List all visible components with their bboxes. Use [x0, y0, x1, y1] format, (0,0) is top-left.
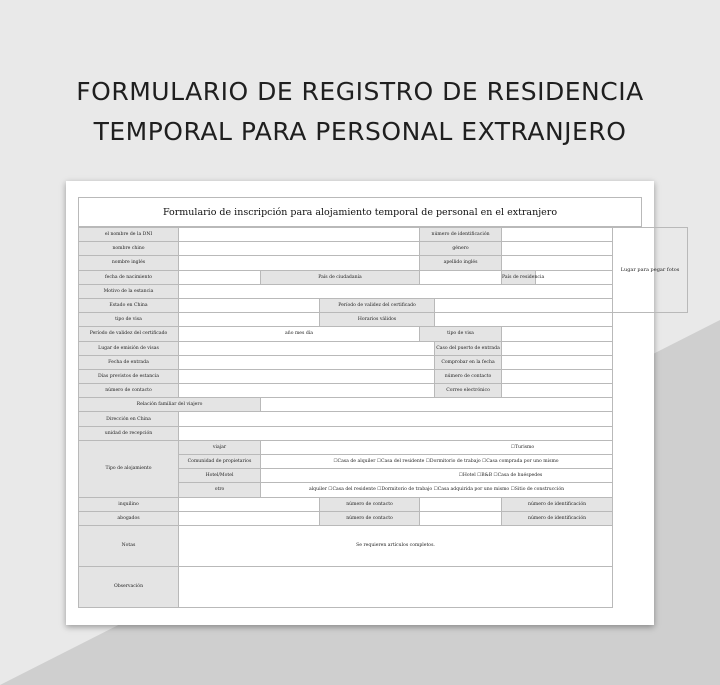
reception-unit-label: unidad de recepción [79, 426, 179, 440]
id-number-label: número de identificación [420, 228, 502, 242]
photo-placeholder[interactable] [612, 227, 688, 313]
travel-options[interactable]: ☐Turismo [261, 440, 613, 454]
notes-field[interactable]: Se requieren artículos completos. [179, 525, 613, 566]
notes-label: Notas [79, 525, 179, 566]
china-address-label: Dirección en China [79, 412, 179, 426]
table-row [79, 341, 613, 355]
dni-name-label: el nombre de la DNI [79, 228, 179, 242]
owners-community-label: Comunidad de propietarios [179, 455, 261, 469]
observation-field[interactable] [179, 566, 613, 607]
observation-label: Observación [79, 566, 179, 607]
email-field[interactable] [502, 384, 613, 398]
travel-label: viajar [179, 440, 261, 454]
hotel-motel-label: Hotel/Motel [179, 469, 261, 483]
planned-stay-days-label: Días previstos de estancia [79, 369, 179, 383]
residence-country-field[interactable] [536, 270, 613, 284]
table-row [79, 525, 613, 566]
page-title [0, 72, 720, 152]
page-title-line-1: FORMULARIO DE REGISTRO DE RESIDENCIA [76, 77, 644, 106]
table-row [79, 566, 613, 607]
stay-reason-label: Motivo de la estancia [79, 284, 179, 298]
traveler-relation-field[interactable] [261, 398, 613, 412]
table-row [79, 497, 613, 511]
id-number-3-label: número de identificación [502, 497, 613, 511]
visa-issue-place-label: Lugar de emisión de visas [79, 341, 179, 355]
gender-label: género [420, 242, 502, 256]
lawyers-field[interactable] [179, 511, 320, 525]
table-row [79, 412, 613, 426]
cert-validity-label: Período de validez del certificado [320, 298, 435, 312]
visa-issue-place-field[interactable] [179, 341, 435, 355]
visa-type-2-field[interactable] [502, 327, 613, 341]
owners-community-options[interactable]: ☐Casa de alquiler ☐Casa del residente ☐Dormitorio de trabajo ☐Casa comprada por uno mismo [261, 455, 613, 469]
reception-unit-field[interactable] [179, 426, 613, 440]
table-row [79, 327, 613, 341]
birth-date-field[interactable] [179, 270, 261, 284]
table-row [79, 511, 613, 525]
contact-number-4-field[interactable] [420, 511, 502, 525]
stay-reason-field[interactable] [179, 284, 613, 298]
table-row [79, 426, 613, 440]
entry-port-label: Caso del puerto de entrada [435, 341, 502, 355]
others-label: otro [179, 483, 261, 497]
hotel-motel-options[interactable]: ☐Hotel ☐B&B ☐Casa de huéspedes [261, 469, 613, 483]
citizenship-country-label: País de ciudadanía [261, 270, 420, 284]
table-row [79, 242, 613, 256]
form-sheet [66, 181, 680, 625]
citizenship-country-field[interactable] [420, 270, 502, 284]
residence-country-label: País de residencia [502, 270, 536, 284]
english-surname-field[interactable] [502, 256, 613, 270]
contact-number-4-label: número de contacto [320, 511, 420, 525]
email-label: Correo electrónico [435, 384, 502, 398]
table-row [79, 440, 613, 454]
registration-form-table [78, 227, 613, 608]
table-row [79, 284, 613, 298]
cert-validity-2-label: Período de validez del certificado [79, 327, 179, 341]
planned-stay-days-field[interactable] [179, 369, 435, 383]
table-row [79, 369, 613, 383]
gender-field[interactable] [502, 242, 613, 256]
table-row [79, 313, 613, 327]
chinese-name-label: nombre chino [79, 242, 179, 256]
chinese-name-field[interactable] [179, 242, 420, 256]
table-row [79, 384, 613, 398]
entry-port-field[interactable] [502, 341, 613, 355]
lawyers-label: abogados [79, 511, 179, 525]
contact-number-label: número de contacto [79, 384, 179, 398]
contact-number-3-label: número de contacto [320, 497, 420, 511]
contact-number-field[interactable] [179, 384, 435, 398]
contact-number-2-field[interactable] [502, 369, 613, 383]
china-address-field[interactable] [179, 412, 613, 426]
page-title-line-2: TEMPORAL PARA PERSONAL EXTRANJERO [93, 117, 627, 146]
form-title: Formulario de inscripción para alojamiento temporal de personal en el extranjero [78, 197, 642, 227]
visa-type-label: tipo de visa [79, 313, 179, 327]
id-number-field[interactable] [502, 228, 613, 242]
dni-name-field[interactable] [179, 228, 420, 242]
status-in-china-label: Estado en China [79, 298, 179, 312]
entry-date-label: Fecha de entrada [79, 355, 179, 369]
table-row [79, 270, 613, 284]
valid-times-field[interactable] [435, 313, 613, 327]
table-row [79, 298, 613, 312]
check-date-label: Comprobar en la fecha [435, 355, 502, 369]
others-options[interactable]: alquiler ☐Casa del residente ☐Dormitorio de trabajo ☐Casa adquirida por uno mismo ☐Sitio de construcción [261, 483, 613, 497]
status-in-china-field[interactable] [179, 298, 320, 312]
visa-type-2-label: tipo de visa [420, 327, 502, 341]
english-name-label: nombre inglés [79, 256, 179, 270]
table-row [79, 355, 613, 369]
check-date-field[interactable] [502, 355, 613, 369]
english-surname-label: apellido inglés [420, 256, 502, 270]
birth-date-label: fecha de nacimiento [79, 270, 179, 284]
date-parts-field[interactable]: año mes día [179, 327, 420, 341]
table-row [79, 256, 613, 270]
english-name-field[interactable] [179, 256, 420, 270]
table-row [79, 228, 613, 242]
cert-validity-field[interactable] [435, 298, 613, 312]
tenants-label: inquilino [79, 497, 179, 511]
contact-number-3-field[interactable] [420, 497, 502, 511]
tenants-field[interactable] [179, 497, 320, 511]
entry-date-field[interactable] [179, 355, 435, 369]
contact-number-2-label: número de contacto [435, 369, 502, 383]
accommodation-type-label: Tipo de alojamiento [79, 440, 179, 497]
photo-label: Lugar para pegar fotos [620, 267, 680, 273]
id-number-4-label: número de identificación [502, 511, 613, 525]
traveler-relation-label: Relación familiar del viajero [79, 398, 261, 412]
table-row [79, 398, 613, 412]
visa-type-field[interactable] [179, 313, 320, 327]
valid-times-label: Horarios válidos [320, 313, 435, 327]
